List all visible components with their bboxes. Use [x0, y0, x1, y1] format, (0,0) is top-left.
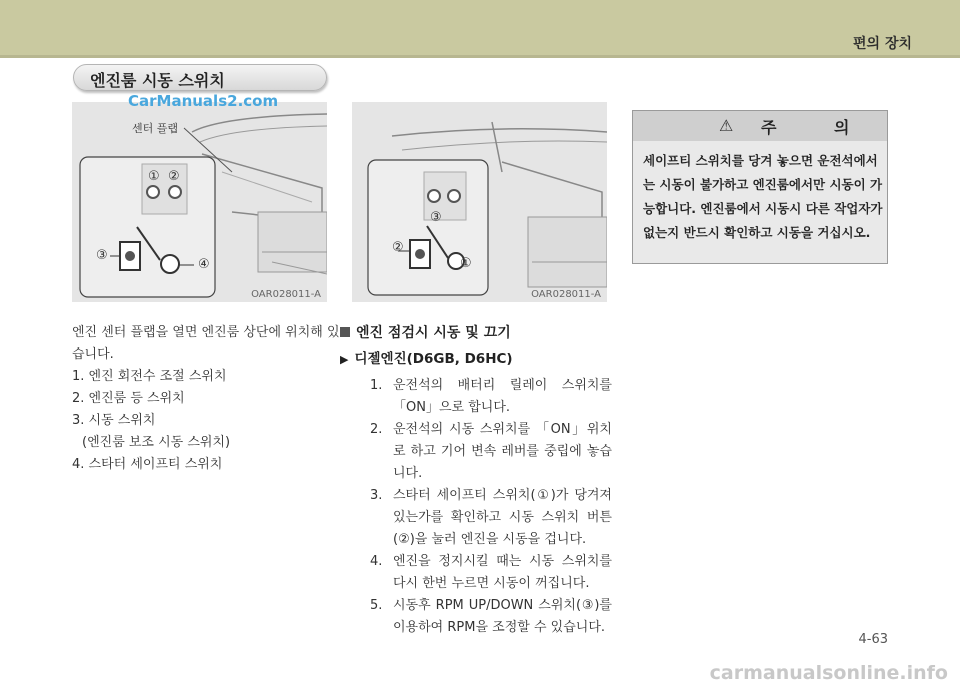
label-1: ①: [148, 169, 160, 184]
intro-paragraph: 엔진 센터 플랩을 열면 엔진룸 상단에 위치해 있습니다.: [72, 325, 340, 362]
list-item: 2. 엔진룸 등 스위치: [72, 391, 185, 406]
right-text-column: [340, 322, 612, 639]
steps-list: [340, 375, 612, 639]
list-item: 5. 시동후 RPM UP/DOWN 스위치(③)를 이용하여 RPM을 조정할 수 있습니다.: [370, 598, 612, 635]
header-band: [0, 0, 960, 55]
list-item: 1. 엔진 회전수 조절 스위치: [72, 369, 227, 384]
list-item: 1. 운전석의 배터리 릴레이 스위치를 「ON」으로 합니다.: [370, 378, 612, 415]
list-item: 3. 스타터 세이프티 스위치(①)가 당겨져 있는가를 확인하고 시동 스위치 버튼(②)을 눌러 엔진을 시동을 겁니다.: [370, 488, 612, 547]
left-text-column: [72, 322, 342, 476]
triangle-bullet-icon: ▶: [340, 353, 349, 366]
label-3: ③: [430, 210, 442, 225]
section-heading: 엔진 점검시 시동 및 끄기: [340, 322, 612, 344]
label-2: ②: [392, 240, 404, 255]
figure-code: OAR028011-A: [251, 289, 321, 300]
list-item: 4. 스타터 세이프티 스위치: [72, 457, 223, 472]
label-3: ③: [96, 248, 108, 263]
list-item: 2. 운전석의 시동 스위치를 「ON」위치로 하고 기어 변속 레버를 중립에 놓습니다.: [370, 422, 612, 481]
label-4: ④: [198, 257, 210, 272]
caution-header: [633, 111, 887, 141]
figure-engine-room-right: [352, 102, 607, 302]
section-title-tab: [73, 64, 327, 91]
engine-room-illustration-left: [72, 102, 327, 302]
figure-code: OAR028011-A: [531, 289, 601, 300]
watermark-top: CarManuals2.com: [128, 92, 279, 110]
section-title: 엔진룸 시동 스위치: [90, 71, 225, 90]
engine-room-illustration-right: [352, 102, 607, 302]
watermark-bottom: carmanualsonline.info: [709, 662, 948, 684]
label-2: ②: [168, 169, 180, 184]
header-divider: [0, 55, 960, 58]
page-number: 4-63: [858, 632, 888, 647]
label-1: ①: [460, 256, 472, 271]
figure-engine-room-left: [72, 102, 327, 302]
warning-triangle-icon: ⚠: [719, 116, 734, 135]
square-bullet-icon: [340, 327, 350, 337]
callout-center-flap: 센터 플랩: [132, 122, 179, 135]
caution-box: [632, 110, 888, 264]
list-item: (엔진룸 보조 시동 스위치): [82, 435, 231, 450]
caution-title: 주 의: [761, 118, 876, 137]
page-header-title: 편의 장치: [853, 36, 912, 52]
list-item: 3. 시동 스위치: [72, 413, 156, 428]
caution-body: 세이프티 스위치를 당겨 놓으면 운전석에서는 시동이 불가하고 엔진룸에서만 시동이 가능합니다. 엔진룸에서 시동시 다른 작업자가 없는지 반드시 확인하고 시동을 거십시오.: [643, 153, 883, 240]
list-item: 4. 엔진을 정지시킬 때는 시동 스위치를 다시 한번 누르면 시동이 꺼집니다.: [370, 554, 612, 591]
subsection-heading: ▶ 디젤엔진(D6GB, D6HC): [340, 351, 513, 367]
